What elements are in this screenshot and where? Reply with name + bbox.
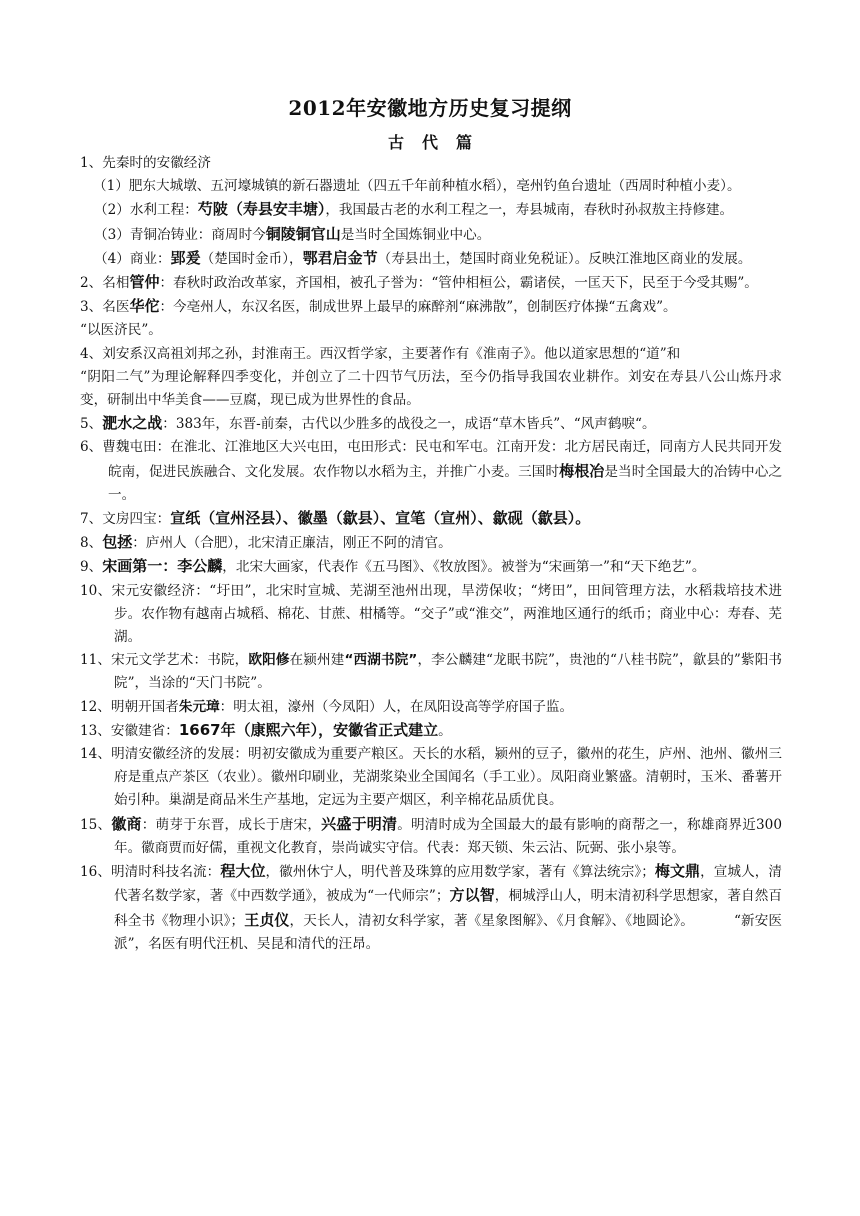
text: 6、曹魏屯田：在淮北、江淮地区大兴屯田，屯田形式：民屯和军屯。江南开发：北方居民南迁，同南方人民共同开发皖南，促进民族融合、文化发展。农作物以水稻为主，并推广小麦。三国时 (80, 439, 782, 480)
text: ，徽州休宁人，明代普及珠算的应用数学家，著有《算法统宗》； (265, 864, 655, 881)
item-15 (80, 813, 782, 860)
emphasis: 淝水之战 (102, 414, 163, 433)
item-9 (80, 555, 782, 579)
item-1-1 (80, 175, 782, 198)
item-14 (80, 743, 782, 813)
item-2 (80, 271, 782, 295)
item-6 (80, 436, 782, 507)
text: 。 (438, 722, 452, 739)
text: 是当时全国最大的冶铸中心之一。 (108, 463, 782, 503)
text: ：383年，东晋-前秦，古代以少胜多的战役之一，成语“草木皆兵”、“风声鹤唳“。 (162, 416, 656, 433)
item-4-continued (80, 366, 782, 412)
text: 11、宋元文学艺术：书院， (80, 652, 249, 669)
text: 14、明清安徽经济的发展：明初安徽成为重要产粮区。天长的水稻，颍州的豆子，徽州的花生，庐州、池州、徽州三府是重点产茶区（农业）。徽州印刷业，芜湖浆染业全国闻名（手工业）。凤阳商业繁盛。清朝时，玉米、番薯开始引种。巢湖是商品米生产基地，定远为主要产烟区，利辛棉花品质优良。 (80, 746, 782, 809)
emphasis: 铜陵铜官山 (265, 224, 341, 243)
text: （2）水利工程： (94, 202, 198, 219)
text: 8、 (80, 535, 103, 552)
text: （寿县出土，楚国时商业免税证）。反映江淮地区商业的发展。 (377, 250, 752, 267)
item-13 (80, 719, 782, 743)
emphasis: 郢爰 (170, 248, 201, 267)
text: ：明太祖，濠州（今凤阳）人，在凤阳设高等学府国子监。 (219, 698, 574, 715)
text: ，桐城浮山人，明末清初科学思想家，著自然百科全书《物理小识》； (114, 888, 782, 929)
text: ，宣城人，清代著名数学家，著《中西数学通》，被成为“一代师宗”； (114, 864, 782, 905)
text: 9、 (80, 559, 103, 576)
emphasis: 徽商 (111, 814, 142, 833)
item-5 (80, 412, 782, 436)
emphasis: 朱元璋 (178, 698, 220, 715)
text: “阴阳二气”为理论解释四季变化，并创立了二十四节气历法，至今仍指导我国农业耕作。刘安在寿县八公山炼丹求变，研制出中华美食——豆腐，现已成为世界性的食品。 (80, 368, 782, 409)
item-10 (80, 580, 782, 650)
text: ，北宋大画家，代表作《五马图》、《牧放图》。被誉为“宋画第一”和“天下绝艺”。 (222, 559, 706, 576)
item-1-3 (80, 223, 782, 247)
emphasis: 芍陂（寿县安丰塘） (197, 200, 326, 219)
emphasis: 梅根冶 (559, 461, 605, 480)
text: “以医济民”。 (80, 322, 162, 339)
text: “新安医派”，名医有明代汪机、吴昆和清代的汪昂。 (114, 912, 783, 952)
text: 2、名相 (80, 275, 130, 292)
item-1-text: 1、先秦时的安徽经济 (80, 155, 211, 171)
emphasis: 鄂君启金节 (302, 248, 378, 267)
text: 5、 (80, 416, 103, 433)
text: ，李公麟建“龙眠书院”，贵池的“八桂书院”，歙县的”紫阳书院”，当涂的“天门书院”。 (114, 652, 783, 692)
item-1-2 (80, 198, 782, 222)
text: 3、名医 (80, 299, 130, 316)
text: 。明清时成为全国最大的最有影响的商帮之一，称雄商界近300年。徽商贾而好儒，重视文化教育，崇尚诚实守信。代表：郑天锁、朱云沾、阮弼、张小泉等。 (114, 816, 782, 856)
text: （3）青铜冶铸业：商周时今 (94, 226, 266, 243)
emphasis: 包拯 (102, 533, 133, 552)
item-8 (80, 531, 782, 555)
emphasis: 兴盛于明清 (321, 814, 398, 833)
item-11 (80, 649, 782, 695)
text: 16、明清时科技名流： (80, 864, 221, 881)
item-3 (80, 295, 782, 319)
emphasis: 方以智 (449, 886, 495, 905)
emphasis: “西湖书院” (344, 652, 418, 669)
document-body (80, 152, 782, 956)
item-1-4 (80, 247, 782, 271)
text: ：今亳州人，东汉名医，制成世界上最早的麻醉剂“麻沸散”，创制医疗体操“五禽戏”。 (159, 299, 677, 316)
item-4 (80, 343, 782, 366)
item-3-continued (80, 319, 782, 342)
emphasis: 1667年（康熙六年），安徽省正式建立 (178, 720, 439, 739)
item-12 (80, 696, 782, 719)
page-title: 2012年安徽地方历史复习提纲 (288, 96, 572, 120)
text: 是当时全国炼铜业中心。 (340, 226, 491, 243)
text: 4、刘安系汉高祖刘邦之孙，封淮南王。西汉哲学家，主要著作有《淮南子》。他以道家思想的“道”和 (80, 345, 681, 362)
text: ，我国最古老的水利工程之一，寿县城南，春秋时孙叔敖主持修建。 (325, 202, 734, 219)
emphasis: 管仲 (129, 273, 160, 292)
emphasis: 王贞仪 (244, 910, 290, 929)
text: 10、宋元安徽经济：“圩田”，北宋时宣城、芜湖至池州出现，旱涝保收；“烤田”，田间管理方法，水稻栽培技术进步。农作物有越南占城稻、棉花、甘蔗、柑橘等。“交子”或“淮交”，两淮地区通行的纸币；商业中心：寿春、芜湖。 (80, 582, 782, 646)
text: （4）商业： (94, 250, 171, 267)
item-1 (80, 152, 782, 175)
text: ：庐州人（合肥），北宋清正廉洁，刚正不阿的清官。 (132, 535, 452, 552)
text: ，天长人，清初女科学家，著《星象图解》、《月食解》、《地圆论》。 (289, 912, 694, 929)
item-1-1-text: （1）肥东大城墩、五河壕城镇的新石器遗址（四五千年前种植水稻），亳州钓鱼台遗址（西周时种植小麦）。 (93, 178, 741, 195)
item-7 (80, 507, 782, 531)
text: 7、文房四宝： (80, 511, 171, 528)
emphasis: 宣纸（宣州泾县）、徽墨（歙县）、宣笔（宣州）、歙砚（歙县）。 (170, 509, 591, 528)
emphasis: 程大位 (220, 862, 266, 881)
text: 在颍州建 (289, 652, 345, 669)
text: 15、 (80, 816, 112, 833)
page-subtitle: 古代篇 (387, 133, 490, 152)
emphasis: 宋画第一：李公麟 (102, 557, 223, 576)
text: 13、安徽建省： (80, 722, 179, 739)
emphasis: 华佗 (129, 297, 160, 316)
text: （楚国时金币）， (200, 250, 303, 267)
emphasis: 梅文鼎 (654, 862, 701, 881)
text: ：春秋时政治改革家，齐国相，被孔子誉为：“管仲相桓公，霸诸侯，一匡天下，民至于今受其赐”。 (159, 275, 758, 292)
text: 12、明朝开国者 (80, 698, 179, 715)
item-16 (80, 860, 782, 956)
text: ：萌芽于东晋，成长于唐宋， (141, 816, 322, 833)
emphasis: 欧阳修 (248, 652, 290, 669)
